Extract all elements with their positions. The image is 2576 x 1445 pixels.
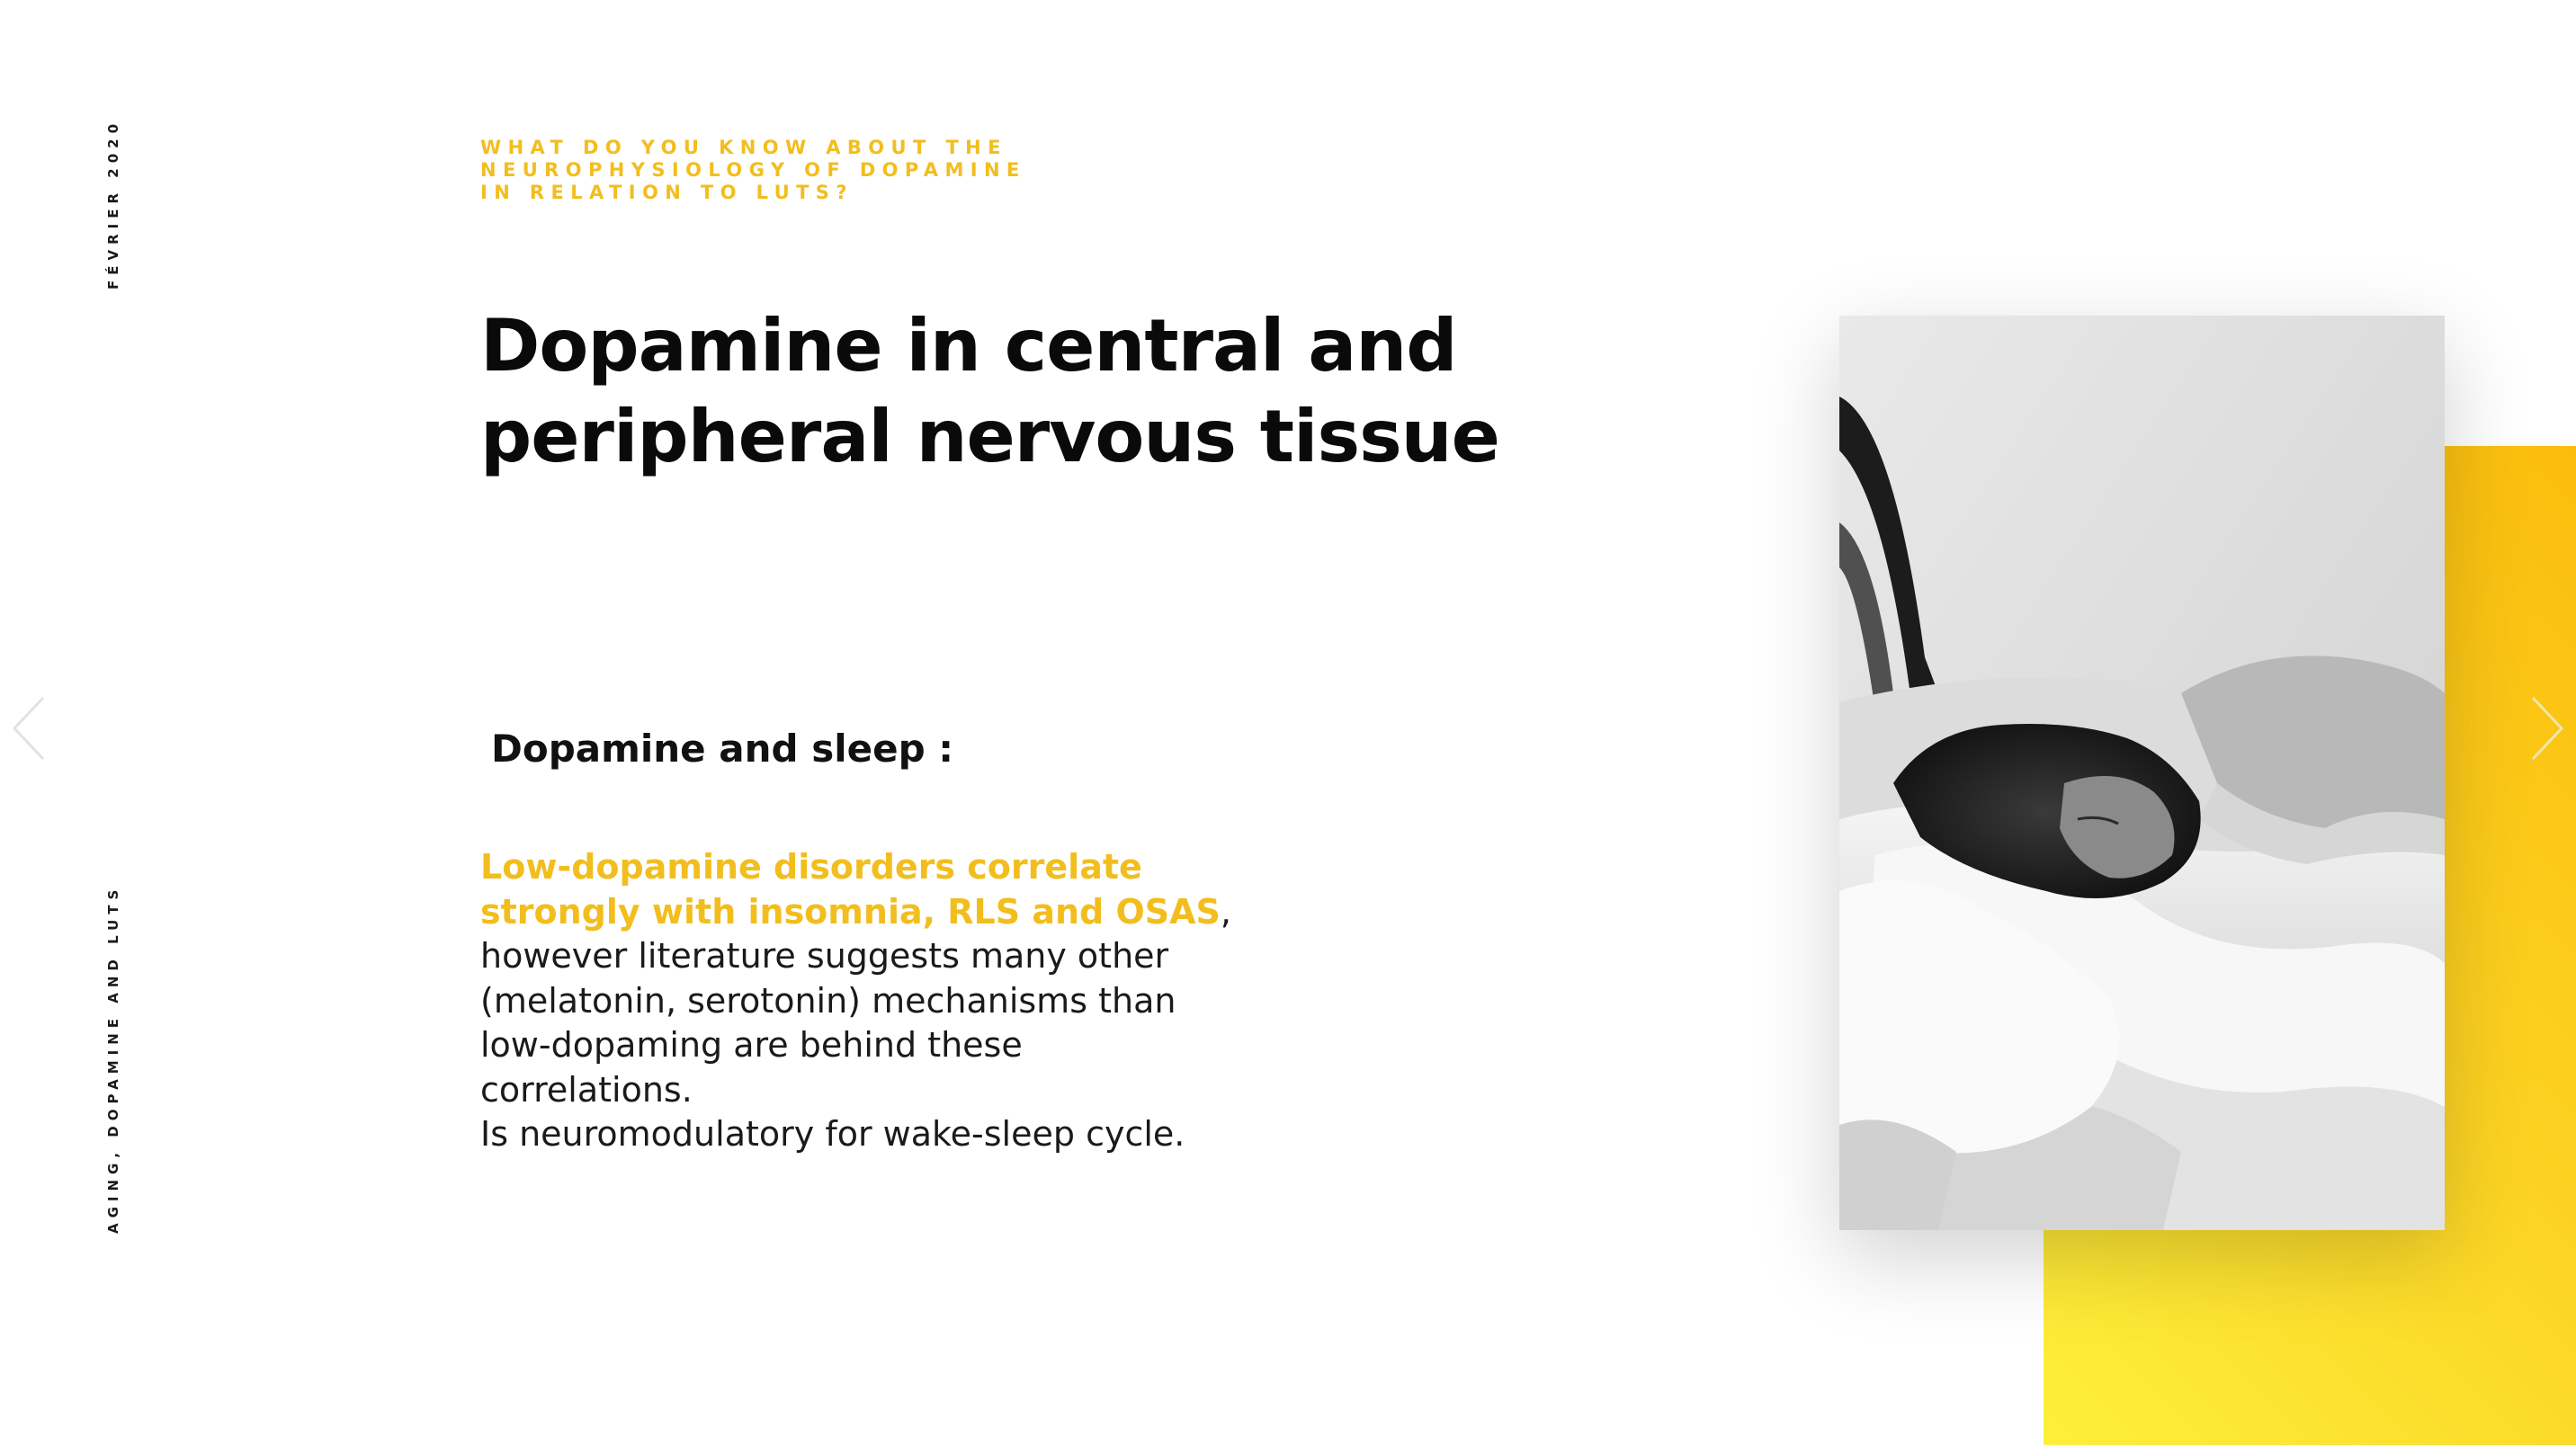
slide-title — [480, 300, 1499, 482]
section-subheading: Dopamine and sleep : — [491, 727, 954, 771]
title-line: peripheral nervous tissue — [480, 395, 1499, 478]
side-topic-label: AGING, DOPAMINE AND LUTS — [105, 884, 121, 1234]
highlight-text: strongly with insomnia, RLS and OSAS — [480, 891, 1221, 932]
body-line: (melatonin, serotonin) mechanisms than — [480, 980, 1176, 1021]
body-line: Is neuromodulatory for wake-sleep cycle. — [480, 1114, 1185, 1154]
chevron-left-icon[interactable] — [2, 692, 65, 764]
highlight-text: Low-dopamine disorders correlate — [480, 847, 1142, 887]
body-line: correlations. — [480, 1069, 693, 1110]
title-line: Dopamine in central and — [480, 304, 1457, 388]
highlight-line — [480, 890, 1290, 935]
chevron-right-icon[interactable] — [2511, 692, 2574, 764]
comma-text: , — [1220, 891, 1232, 932]
sleeping-person-photo — [1839, 316, 2445, 1230]
side-date-label: FÉVRIER 2020 — [105, 118, 121, 290]
eyebrow-line: WHAT DO YOU KNOW ABOUT THE — [480, 137, 1007, 158]
body-paragraph — [480, 845, 1290, 1157]
eyebrow-line: IN RELATION TO LUTS? — [480, 182, 854, 203]
eyebrow-line: NEUROPHYSIOLOGY OF DOPAMINE — [480, 159, 1026, 181]
body-line: low-dopaming are behind these — [480, 1025, 1023, 1065]
eyebrow-question — [480, 137, 1056, 204]
body-line: however literature suggests many other — [480, 936, 1169, 976]
